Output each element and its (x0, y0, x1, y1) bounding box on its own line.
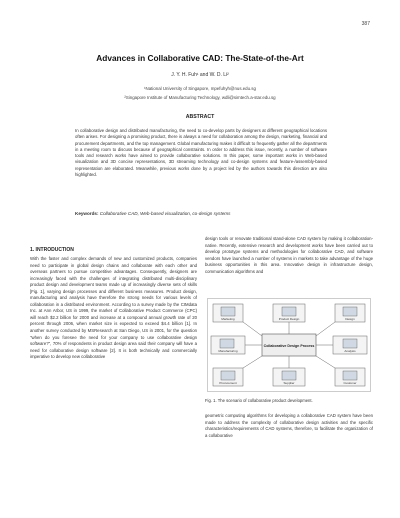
figure-label-top-right: Design (345, 317, 355, 321)
affiliation-2: ²Singapore Institute of Manufacturing Technology, wdli@simtech.a-star.edu.sg (124, 95, 276, 100)
abstract-text: In collaborative design and distributed manufacturing, the need to co-develop parts by designers at different geographical locations often arises. For designing a promising product, there is always a need for collaboration among the design, marketing, financial and procurement departments, and the top management. Global manufacturing makes it difficult to frequently gather all the departments in a meeting room to discuss because of geographical constraints. In order to address this issue, recently, a number of software tools and research works have aimed to provide collaborative solutions. In this paper, some important works in Web-based visualization and 3D concise representations, 3D streaming technology and co-design systems and feature-/assembly-based representation are elaborated. Meanwhile, previous works done by a project led by the authors towards this direction are also highlighted. (75, 128, 327, 178)
figure-label-top-mid: Product Design (278, 317, 300, 321)
figure-collaborative-scenario (207, 298, 371, 392)
intro-column-right-top: design tools or renovate traditional stand-alone CAD system by making it collaboration-native. Recently, extensive research and development works have been carried out to develop prototype systems and methodologies for collaborative CAD, and software vendors have launched a number of systems in markets to take advantage of the huge business opportunities in this area. Innovative design in infrastructure design, communication algorithms and (205, 236, 373, 274)
intro-column-left: With the faster and complex demands of new and customized products, companies need to participate in global design chains and collaborate with each other and overseas partners to pursue competitive advantages. Consequently, designers are increasingly faced with the challenges of integrating distributed multi-disciplinary product design and development teams made up of increasingly diverse sets of skills [Fig. 1], varying design processes and different business measures. Product design, manufacturing and analysis have therefore the strong needs for various levels of collaboration in a distributed environment. According to a survey made by the CIMdata Inc. at Ann Arbor, US in 1999, the market of Collaborative Product Commerce (CPC) will reach $2.2 billion for 2000 and increase at a compound annual growth rate of 20 percent through 2006, when market size is expected to exceed $4.4 billion [1]. In another survey conducted by MSResearch at San Diego, US in 2001, for the question "when do you foresee the need for your company to use collaborative design software?", 70% of respondents in product design area said their company will have a need for collaborative design software [2]. It is both technically and commercially imperative to develop new collaborative (30, 256, 197, 360)
figure-label-bot-mid: Supplier (283, 381, 295, 385)
figure-label-bot-right: Customer (343, 381, 357, 385)
paper-title: Advances in Collaborative CAD: The-State-of-the-Art (96, 53, 304, 63)
keywords-text: Collaborative CAD, Web-based visualization, co-design systems (99, 211, 231, 216)
intro-column-right-bottom: geometric computing algorithms for developing a collaborative CAD system have been made to address the complexity of collaborative design activities and the specific characteristics/requirements of CAD systems, therefore, to facilitate the organization of a collaborative (205, 413, 373, 438)
section-heading: 1. INTRODUCTION (30, 247, 74, 253)
figure-caption: Fig. 1. The scenario of collaborative product development. (205, 398, 313, 403)
figure-label-top-left: Marketing (221, 317, 235, 321)
keywords-label: Keywords: (75, 211, 99, 216)
figure-label-mid-right: Analysis (344, 349, 356, 353)
affiliation-1: ¹National University of Singapore, mpefuhyh@nus.edu.sg (144, 86, 256, 91)
figure-label-center: Collaborative Design Process (263, 344, 315, 348)
page-number: 387 (361, 21, 370, 27)
figure-label-bot-left: Procurement (219, 381, 237, 385)
keywords (75, 211, 230, 216)
figure-label-mid-left: Manufacturing (218, 349, 238, 353)
authors: J. Y. H. Fuh¹ and W. D. Li² (171, 72, 229, 78)
abstract-heading: ABSTRACT (185, 114, 215, 120)
